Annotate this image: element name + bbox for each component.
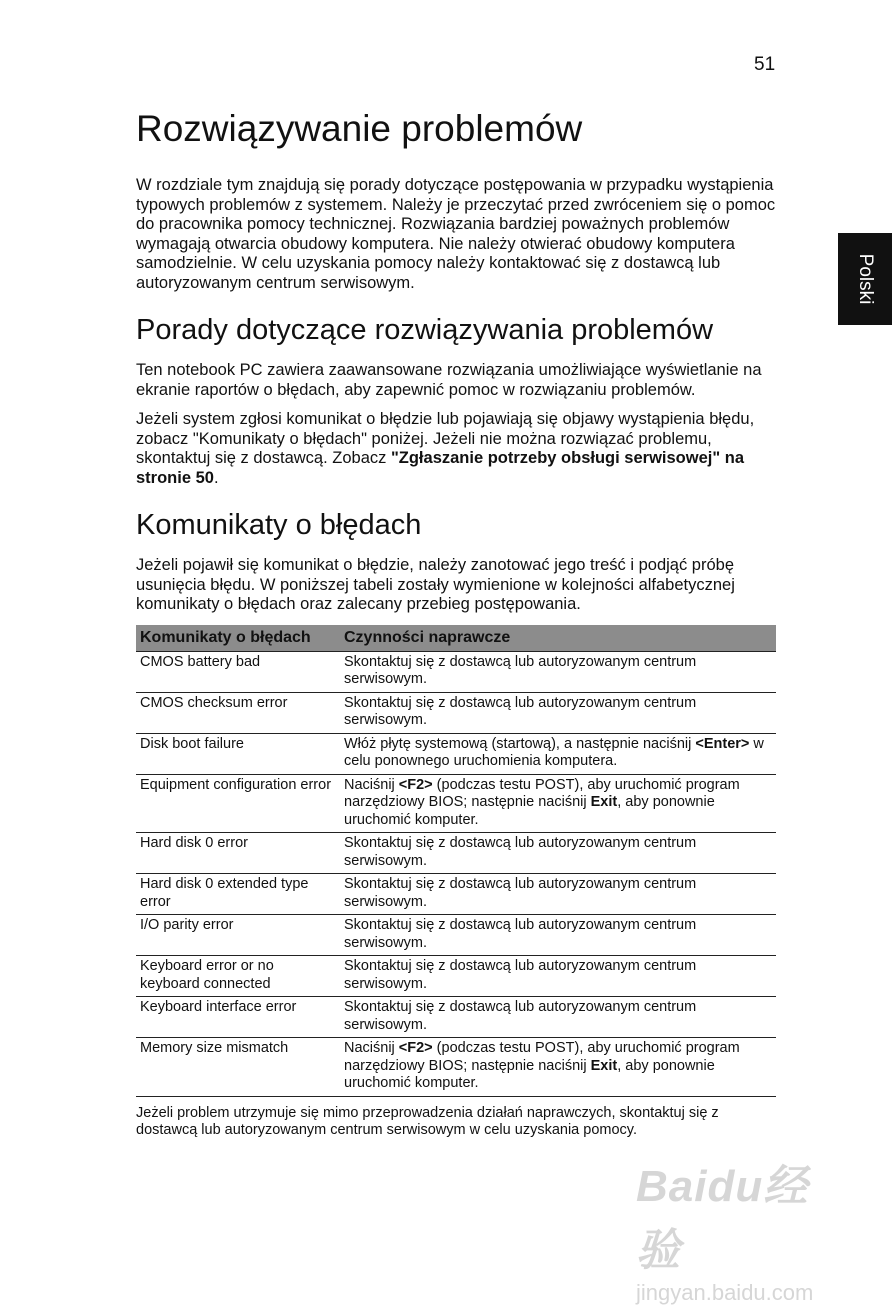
page-number: 51 xyxy=(754,54,776,75)
tips-p2-end: . xyxy=(213,468,219,487)
table-row xyxy=(136,692,776,733)
language-tab-label: Polski xyxy=(855,253,876,305)
key-name: Exit xyxy=(590,794,618,810)
key-name: Exit xyxy=(590,1057,618,1074)
section-heading-tips: Porady dotyczące rozwiązywania problemów xyxy=(136,314,714,346)
error-message: Disk boot failure xyxy=(136,733,340,774)
table-row xyxy=(136,956,776,997)
section-heading-errors: Komunikaty o błędach xyxy=(136,509,422,541)
key-name: <F2> xyxy=(398,776,433,793)
corrective-action: Skontaktuj się z dostawcą lub autoryzowanym centrum serwisowym. xyxy=(340,915,776,956)
tips-paragraph-1: Ten notebook PC zawiera zaawansowane rozwiązania umożliwiające wyświetlanie na ekranie raportów o błędach, aby zapewnić pomoc w rozwiązaniu problemów. xyxy=(136,361,762,399)
table-row xyxy=(136,774,776,833)
page-content xyxy=(136,104,776,1150)
language-tab xyxy=(838,233,892,325)
errors-paragraph: Jeżeli pojawił się komunikat o błędzie, należy zanotować jego treść i podjąć próbę usunięcia błędu. W poniższej tabeli zostały wymienione w kolejności alfabetycznej komunikaty o błędach oraz zalecany przebieg postępowania. xyxy=(136,556,735,613)
table-row xyxy=(136,1038,776,1097)
error-message: Keyboard error or no keyboard connected xyxy=(136,956,340,997)
action-text: Naciśnij xyxy=(344,776,399,793)
table-row xyxy=(136,733,776,774)
intro-paragraph: W rozdziale tym znajdują się porady dotyczące postępowania w przypadku wystąpienia typowych problemów z systemem. Należy je przeczytać przed zwróceniem się o pomoc do pracownika pomocy technicznej. Rozwiązania bardziej poważnych problemów wymagają otwarcia obudowy komputera. Nie należy otwierać obudowy komputera samodzielnie. W celu uzyskania pomocy należy kontaktować się z dostawcą lub autoryzowanym centrum serwisowym. xyxy=(136,176,776,292)
error-message: Keyboard interface error xyxy=(136,997,340,1038)
corrective-action xyxy=(340,1038,776,1097)
header-actions: Czynności naprawcze xyxy=(340,625,776,652)
action-text: w celu ponownego uruchomienia komputera. xyxy=(344,735,764,769)
header-messages: Komunikaty o błędach xyxy=(136,625,340,652)
service-reference-link[interactable]: "Zgłaszanie potrzeby obsługi serwisowej" na stronie 50 xyxy=(136,449,745,487)
corrective-action xyxy=(340,733,776,774)
corrective-action xyxy=(340,774,776,833)
error-message: CMOS checksum error xyxy=(136,692,340,733)
key-name: <Enter> xyxy=(695,735,750,752)
tips-paragraph-2 xyxy=(136,410,776,488)
action-text: (podczas testu POST), aby uruchomić program narzędziowy BIOS; następnie naciśnij xyxy=(344,1040,740,1074)
error-message: CMOS battery bad xyxy=(136,651,340,692)
action-text: Naciśnij xyxy=(344,1040,399,1056)
table-header-row xyxy=(136,625,776,652)
action-text: , aby ponownie uruchomić komputer. xyxy=(344,1057,715,1091)
table-row xyxy=(136,915,776,956)
watermark-url: jingyan.baidu.com xyxy=(636,1280,814,1305)
page-title: Rozwiązywanie problemów xyxy=(136,108,583,149)
watermark-logo: Baidu经验 xyxy=(636,1162,809,1275)
table-row xyxy=(136,997,776,1038)
action-text: , aby ponownie uruchomić komputer. xyxy=(344,794,715,828)
error-message: I/O parity error xyxy=(136,915,340,956)
corrective-action: Skontaktuj się z dostawcą lub autoryzowanym centrum serwisowym. xyxy=(340,692,776,733)
error-message: Equipment configuration error xyxy=(136,774,340,833)
key-name: <F2> xyxy=(398,1040,433,1056)
watermark xyxy=(636,1150,846,1305)
corrective-action: Skontaktuj się z dostawcą lub autoryzowanym centrum serwisowym. xyxy=(340,997,776,1038)
table-row xyxy=(136,874,776,915)
error-message: Memory size mismatch xyxy=(136,1038,340,1097)
table-row xyxy=(136,833,776,874)
error-message: Hard disk 0 error xyxy=(136,833,340,874)
footnote: Jeżeli problem utrzymuje się mimo przeprowadzenia działań naprawczych, skontaktuj się z dostawcą lub autoryzowanym centrum serwisowym w celu uzyskania pomocy. xyxy=(136,1104,719,1138)
corrective-action: Skontaktuj się z dostawcą lub autoryzowanym centrum serwisowym. xyxy=(340,651,776,692)
error-message: Hard disk 0 extended type error xyxy=(136,874,340,915)
error-messages-table xyxy=(136,625,776,1097)
corrective-action: Skontaktuj się z dostawcą lub autoryzowanym centrum serwisowym. xyxy=(340,956,776,997)
tips-p2-text: Jeżeli system zgłosi komunikat o błędzie lub pojawiają się objawy wystąpienia błędu, zobacz "Komunikaty o błędach" poniżej. Jeżeli nie można rozwiązać problemu, skontaktuj się z dostawcą. Zobacz xyxy=(136,410,755,467)
action-text: Włóż płytę systemową (startową), a następnie naciśnij xyxy=(344,735,696,752)
corrective-action: Skontaktuj się z dostawcą lub autoryzowanym centrum serwisowym. xyxy=(340,833,776,874)
action-text: (podczas testu POST), aby uruchomić program narzędziowy BIOS; następnie naciśnij xyxy=(344,776,740,810)
table-row xyxy=(136,651,776,692)
corrective-action: Skontaktuj się z dostawcą lub autoryzowanym centrum serwisowym. xyxy=(340,874,776,915)
